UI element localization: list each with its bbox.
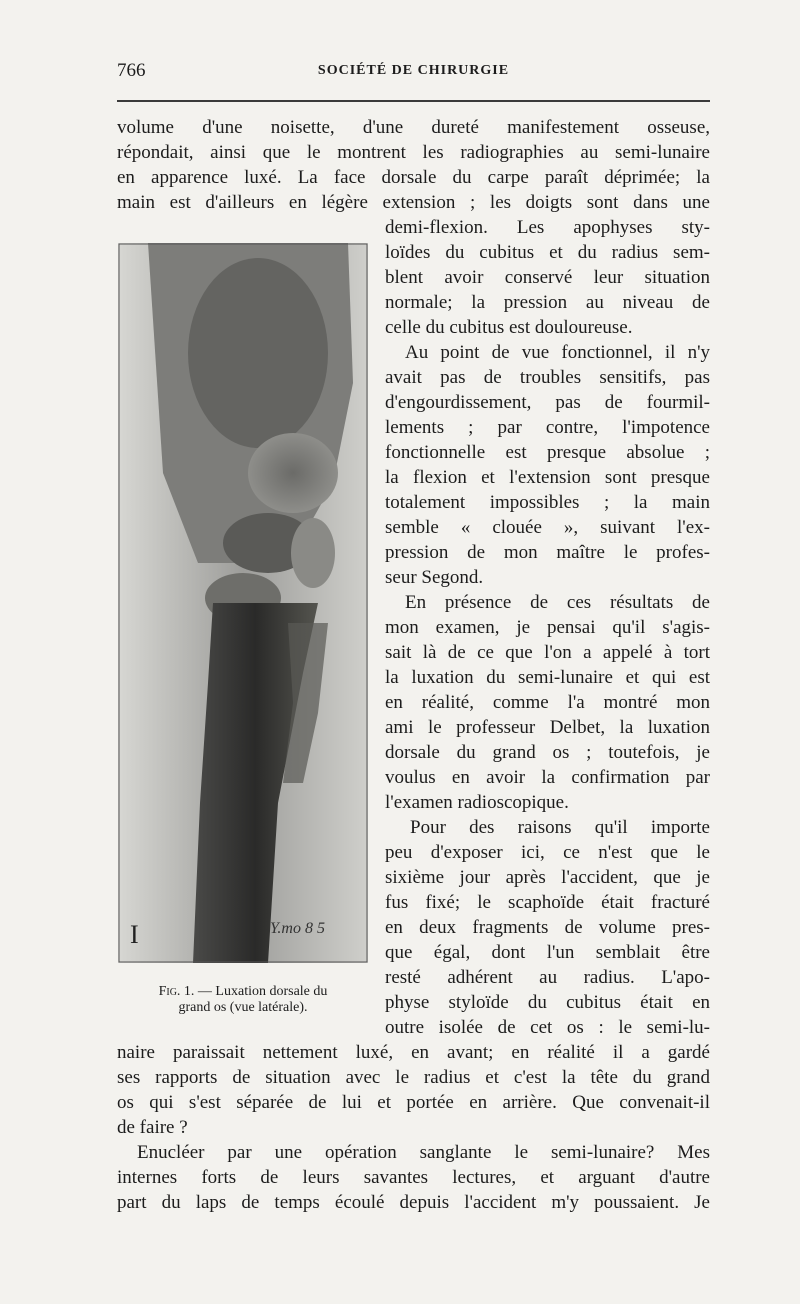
caption-line-1: — Luxation dorsale du (197, 984, 328, 999)
running-head: SOCIÉTÉ DE CHIRURGIE (317, 63, 510, 78)
body-line: resté adhérent au radius. L'apo- (385, 967, 710, 988)
body-line: normale; la pression au niveau de (385, 292, 710, 313)
body-line: Pour des raisons qu'il importe (410, 817, 710, 838)
body-line: main est d'ailleurs en légère extension ; les doigts sont dans une (117, 192, 710, 213)
body-line: en deux fragments de volume pres- (385, 917, 710, 938)
body-line: celle du cubitus est douloureuse. (385, 317, 633, 338)
body-line: loïdes du cubitus et du radius sem- (385, 242, 710, 263)
figure-caption (118, 984, 368, 1016)
body-line: fus fixé; le scaphoïde était fracturé (385, 892, 710, 913)
body-line: physe styloïde du cubitus était en (385, 992, 710, 1013)
body-line: volume d'une noisette, d'une dureté manifestement osseuse, (117, 117, 710, 138)
body-line: en réalité, comme l'a montré mon (385, 692, 710, 713)
body-line: outre isolée de cet os : le semi-lu- (385, 1017, 710, 1038)
body-line: En présence de ces résultats de (405, 592, 710, 613)
body-line: Au point de vue fonctionnel, il n'y (405, 342, 710, 363)
body-line: demi-flexion. Les apophyses sty- (385, 217, 710, 238)
body-line: blent avoir conservé leur situation (385, 267, 710, 288)
body-line: dorsale du grand os ; toutefois, je (385, 742, 710, 763)
page-number: 766 (117, 60, 146, 81)
caption-line-2: grand os (vue latérale). (178, 1000, 308, 1015)
body-line: d'engourdissement, pas de fourmil- (385, 392, 710, 413)
xray-figure (118, 243, 368, 963)
body-line: seur Segond. (385, 567, 484, 588)
body-line: part du laps de temps écoulé depuis l'accident m'y poussaient. Je (117, 1192, 710, 1213)
body-line: avait pas de troubles sensitifs, pas (385, 367, 710, 388)
xray-image (118, 243, 368, 963)
header-rule (117, 100, 710, 102)
body-line: de faire ? (117, 1117, 188, 1138)
body-line: sait là de ce que l'on a appelé à tort (385, 642, 710, 663)
body-line: la luxation du semi-lunaire et qui est (385, 667, 710, 688)
body-line: fonctionnelle est presque absolue ; (385, 442, 710, 463)
handwritten-annotation: Y.mo 8 5 (270, 920, 325, 937)
body-line: os qui s'est séparée de lui et portée en arrière. Que convenait-il (117, 1092, 710, 1113)
body-line: mon examen, je pensai qu'il s'agis- (385, 617, 710, 638)
body-line: semble « clouée », suivant l'ex- (385, 517, 710, 538)
body-line: Enucléer par une opération sanglante le semi-lunaire? Mes (137, 1142, 710, 1163)
body-line: pression de mon maître le profes- (385, 542, 710, 563)
body-line: peu d'exposer ici, ce n'est que le (385, 842, 710, 863)
body-line: répondait, ainsi que le montrent les radiographies au semi-lunaire (117, 142, 710, 163)
svg-text:I: I (130, 920, 139, 949)
body-line: en apparence luxé. La face dorsale du carpe paraît déprimée; la (117, 167, 710, 188)
body-line: l'examen radioscopique. (385, 792, 569, 813)
page-header (117, 60, 710, 90)
body-line: totalement impossibles ; la main (385, 492, 710, 513)
body-line: ses rapports de situation avec le radius et c'est la tête du grand (117, 1067, 710, 1088)
body-line: ami le professeur Delbet, la luxation (385, 717, 710, 738)
body-line: que égal, dont l'un semblait être (385, 942, 710, 963)
body-line: voulus en avoir la confirmation par (385, 767, 710, 788)
body-line: lements ; par contre, l'impotence (385, 417, 710, 438)
figure-label: Fig. 1. (158, 984, 195, 999)
body-line: sixième jour après l'accident, que je (385, 867, 710, 888)
body-line: internes forts de leurs savantes lectures, et arguant d'autre (117, 1167, 710, 1188)
body-line: naire paraissait nettement luxé, en avant; en réalité il a gardé (117, 1042, 710, 1063)
body-line: la flexion et l'extension sont presque (385, 467, 710, 488)
